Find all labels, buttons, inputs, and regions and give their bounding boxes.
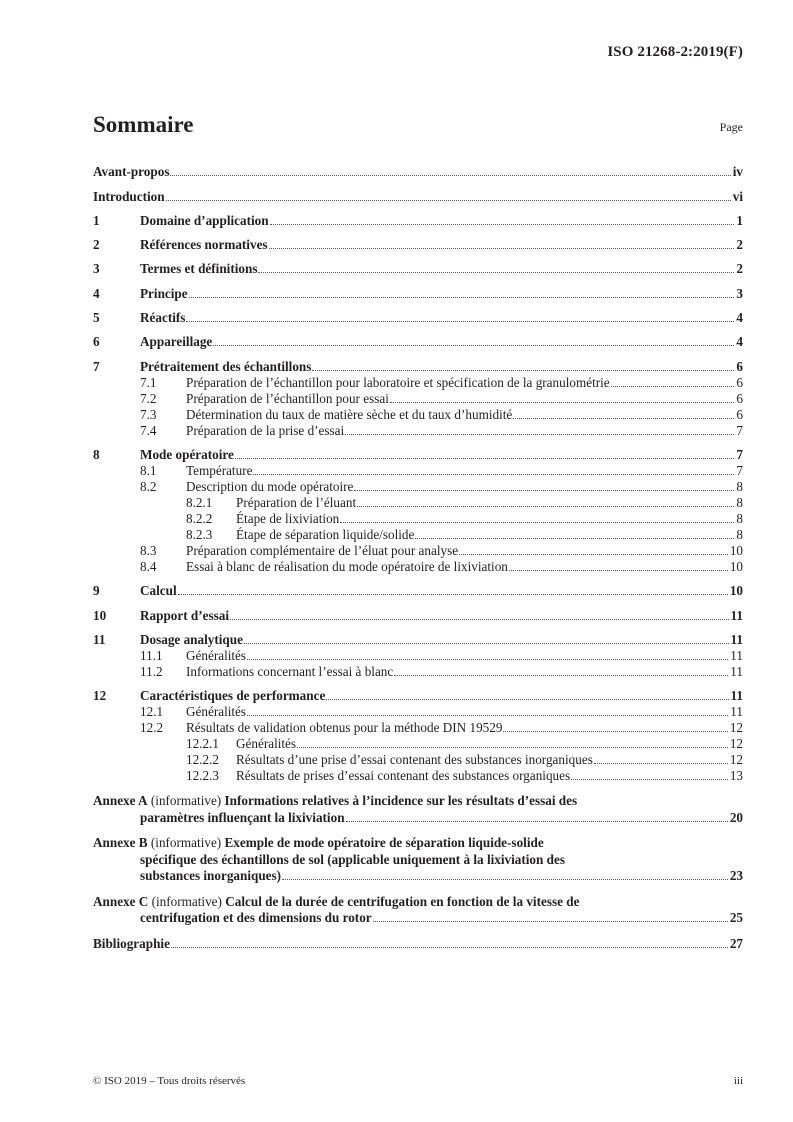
toc-entry-page: 4 bbox=[736, 334, 743, 350]
dot-leader bbox=[340, 522, 734, 523]
dot-leader bbox=[186, 321, 734, 322]
toc-entry-label: Introduction bbox=[93, 188, 165, 204]
toc-entry[interactable] bbox=[93, 310, 743, 326]
dot-leader bbox=[312, 370, 734, 371]
toc-entry-number: 8.4 bbox=[140, 558, 157, 574]
dot-leader bbox=[459, 554, 728, 555]
annex-heading-line bbox=[93, 793, 743, 810]
dot-leader bbox=[253, 474, 734, 475]
annex-heading-line bbox=[93, 894, 743, 911]
toc-entry-number: 12.2.3 bbox=[186, 768, 219, 784]
toc-entry-page: 4 bbox=[736, 310, 743, 326]
copyright-footer: © ISO 2019 – Tous droits réservés bbox=[93, 1075, 246, 1087]
toc-entry-label: Avant-propos bbox=[93, 164, 170, 180]
toc-entry-number: 7.2 bbox=[140, 390, 157, 406]
toc-annex-entry[interactable] bbox=[93, 894, 743, 927]
dot-leader bbox=[415, 538, 734, 539]
toc-entry[interactable] bbox=[93, 768, 743, 784]
toc-entry[interactable] bbox=[93, 407, 743, 423]
toc-entry-number: 12.2.1 bbox=[186, 736, 219, 752]
toc-entry-number: 9 bbox=[93, 583, 100, 599]
toc-entry-number: 2 bbox=[93, 237, 100, 253]
dot-leader bbox=[346, 821, 728, 822]
toc-entry-label: Étape de lixiviation bbox=[236, 510, 340, 526]
toc-entry-page: 10 bbox=[729, 583, 743, 599]
dot-leader bbox=[247, 715, 728, 716]
toc-entry-number: 10 bbox=[93, 607, 107, 623]
annex-title-line: substances inorganiques) bbox=[140, 868, 282, 884]
toc-entry-page: 3 bbox=[736, 285, 743, 301]
toc-entry-label: Préparation de l’échantillon pour laboratoire et spécification de la granulométrie bbox=[186, 374, 610, 390]
toc-entry-number: 11 bbox=[93, 631, 106, 647]
annex-title-line: centrifugation et des dimensions du rotor bbox=[140, 910, 372, 926]
dot-leader bbox=[345, 434, 734, 435]
toc-entry-page: 20 bbox=[729, 809, 743, 825]
dot-leader bbox=[213, 345, 734, 346]
toc-entry-number: 7.3 bbox=[140, 406, 157, 422]
annex-type: (informative) bbox=[150, 835, 222, 851]
annex-title-line: paramètres influençant la lixiviation bbox=[140, 809, 345, 825]
toc-entry-page: 12 bbox=[729, 736, 743, 752]
toc-entry[interactable] bbox=[93, 213, 743, 229]
toc-entry-number: 11.2 bbox=[140, 663, 163, 679]
toc-entry[interactable] bbox=[93, 608, 743, 624]
toc-entry[interactable] bbox=[93, 511, 743, 527]
toc-entry-page: 7 bbox=[736, 446, 743, 462]
toc-entry-page: 27 bbox=[729, 935, 743, 951]
annex-title-line: Calcul de la durée de centrifugation en fonction de la vitesse de bbox=[225, 893, 580, 909]
toc-entry[interactable] bbox=[93, 237, 743, 253]
document-id: ISO 21268-2:2019(F) bbox=[607, 44, 743, 60]
toc-entry-page: 23 bbox=[729, 868, 743, 884]
toc-entry[interactable] bbox=[93, 463, 743, 479]
toc-entry-number: 8.3 bbox=[140, 542, 157, 558]
toc-entry-number: 1 bbox=[93, 212, 100, 228]
toc-entry[interactable] bbox=[93, 189, 743, 205]
annex-title-line: Exemple de mode opératoire de séparation liquide-solide bbox=[224, 835, 544, 851]
toc-entry-number: 11.1 bbox=[140, 647, 163, 663]
dot-leader bbox=[571, 779, 728, 780]
toc-entry-label: Termes et définitions bbox=[140, 261, 258, 277]
page-number: iii bbox=[733, 1075, 743, 1087]
dot-leader bbox=[509, 570, 728, 571]
toc-entry[interactable] bbox=[93, 736, 743, 752]
toc-annex-entry[interactable] bbox=[93, 793, 743, 826]
toc-entry[interactable] bbox=[93, 704, 743, 720]
dot-leader bbox=[357, 506, 734, 507]
annex-heading-line bbox=[93, 835, 743, 852]
toc-entry-label: Calcul bbox=[140, 583, 177, 599]
toc-entry-page: 6 bbox=[736, 358, 743, 374]
toc-entry-number: 12.1 bbox=[140, 704, 164, 720]
toc-entry-page: 10 bbox=[729, 542, 743, 558]
toc-entry-page: 12 bbox=[729, 720, 743, 736]
toc-entry-page: 6 bbox=[736, 374, 743, 390]
toc-entry-label: Réactifs bbox=[140, 310, 186, 326]
toc-entry-label: Informations concernant l’essai à blanc bbox=[186, 663, 394, 679]
dot-leader bbox=[189, 297, 735, 298]
toc-entry-page: 10 bbox=[729, 558, 743, 574]
toc-entry-page: iv bbox=[732, 164, 743, 180]
annex-type: (informative) bbox=[151, 893, 222, 909]
toc-entry[interactable] bbox=[93, 447, 743, 463]
toc-entry-label: Généralités bbox=[186, 647, 247, 663]
toc-entry-label: Essai à blanc de réalisation du mode opératoire de lixiviation bbox=[186, 558, 508, 574]
annex-title-continuation bbox=[93, 810, 743, 827]
toc-entry[interactable] bbox=[93, 559, 743, 575]
toc-entry[interactable] bbox=[93, 495, 743, 511]
toc-entry-label: Description du mode opératoire bbox=[186, 478, 354, 494]
toc-entry-label: Caractéristiques de performance bbox=[140, 688, 326, 704]
toc-entry-label: Mode opératoire bbox=[140, 446, 234, 462]
toc-entry-page: 7 bbox=[736, 462, 743, 478]
dot-leader bbox=[373, 921, 728, 922]
dot-leader bbox=[503, 731, 727, 732]
toc-entry[interactable] bbox=[93, 632, 743, 648]
toc-entry-label: Références normatives bbox=[140, 237, 268, 253]
annex-key: Annexe B bbox=[93, 835, 148, 851]
toc-entry[interactable] bbox=[93, 527, 743, 543]
annex-title-continuation bbox=[93, 910, 743, 927]
dot-leader bbox=[230, 619, 729, 620]
dot-leader bbox=[354, 490, 734, 491]
toc-entry-label: Résultats d’une prise d’essai contenant des substances inorganiques bbox=[236, 752, 593, 768]
page-title: Sommaire bbox=[93, 112, 194, 137]
toc-entry-number: 5 bbox=[93, 310, 100, 326]
toc-entry[interactable] bbox=[93, 752, 743, 768]
toc-entry-label: Appareillage bbox=[140, 334, 213, 350]
toc-entry[interactable] bbox=[93, 720, 743, 736]
toc-entry[interactable] bbox=[93, 664, 743, 680]
dot-leader bbox=[178, 594, 728, 595]
toc-entry-number: 12.2.2 bbox=[186, 752, 219, 768]
toc-entry-page: 11 bbox=[730, 704, 743, 720]
toc-entry-label: Détermination du taux de matière sèche et du taux d’humidité bbox=[186, 406, 513, 422]
toc-entry-number: 8.1 bbox=[140, 462, 157, 478]
toc-entry-number: 7 bbox=[93, 358, 100, 374]
dot-leader bbox=[170, 175, 730, 176]
annex-title-line: spécifique des échantillons de sol (applicable uniquement à la lixiviation des bbox=[140, 851, 565, 867]
toc-entry-page: 1 bbox=[736, 212, 743, 228]
dot-leader bbox=[269, 248, 735, 249]
dot-leader bbox=[594, 763, 728, 764]
toc-entry-label: Température bbox=[186, 462, 253, 478]
toc-entry-label: Généralités bbox=[236, 736, 297, 752]
toc-entry-page: 11 bbox=[730, 663, 743, 679]
toc-entry-label: Étape de séparation liquide/solide bbox=[236, 526, 415, 542]
toc-entry-label: Prétraitement des échantillons bbox=[140, 358, 312, 374]
toc-annex-entry[interactable] bbox=[93, 835, 743, 885]
toc-entry-number: 8.2.3 bbox=[186, 526, 213, 542]
toc-entry[interactable] bbox=[93, 375, 743, 391]
toc-entry[interactable] bbox=[93, 583, 743, 599]
toc-entry-label: Principe bbox=[140, 285, 188, 301]
dot-leader bbox=[611, 386, 735, 387]
dot-leader bbox=[235, 458, 735, 459]
dot-leader bbox=[247, 659, 728, 660]
toc-entry[interactable] bbox=[93, 423, 743, 439]
annex-key: Annexe A bbox=[93, 793, 148, 809]
toc-entry-number: 6 bbox=[93, 334, 100, 350]
toc-entry-label: Domaine d’application bbox=[140, 212, 269, 228]
annex-title-line: Informations relatives à l’incidence sur les résultats d’essai des bbox=[224, 793, 578, 809]
toc-entry-page: 6 bbox=[736, 406, 743, 422]
toc-entry[interactable] bbox=[93, 164, 743, 180]
toc-entry-number: 3 bbox=[93, 261, 100, 277]
toc-entry-page: 8 bbox=[736, 510, 743, 526]
toc-entry-number: 7.4 bbox=[140, 422, 157, 438]
toc-entry-label: Préparation de l’éluant bbox=[236, 494, 357, 510]
dot-leader bbox=[171, 947, 728, 948]
toc-entry[interactable] bbox=[93, 543, 743, 559]
dot-leader bbox=[513, 418, 734, 419]
toc-entry-number: 12 bbox=[93, 688, 107, 704]
toc-entry[interactable] bbox=[93, 359, 743, 375]
toc-entry-label: Préparation complémentaire de l’éluat pour analyse bbox=[186, 542, 459, 558]
dot-leader bbox=[326, 699, 728, 700]
toc-entry[interactable] bbox=[93, 688, 743, 704]
dot-leader bbox=[390, 402, 735, 403]
toc-entry-page: 11 bbox=[730, 688, 743, 704]
toc-entry[interactable] bbox=[93, 261, 743, 277]
page-column-label: Page bbox=[719, 120, 743, 134]
toc-entry-label: Résultats de prises d’essai contenant des substances organiques bbox=[236, 768, 571, 784]
toc-entry-page: 11 bbox=[730, 607, 743, 623]
toc-entry-label: Rapport d’essai bbox=[140, 607, 230, 623]
annex-title-continuation bbox=[93, 868, 743, 885]
annex-key: Annexe C bbox=[93, 893, 149, 909]
toc-entry-page: 12 bbox=[729, 752, 743, 768]
toc-entry-label: Dosage analytique bbox=[140, 631, 243, 647]
toc-entry[interactable] bbox=[93, 479, 743, 495]
toc-entry-number: 8.2 bbox=[140, 478, 157, 494]
annex-title-continuation bbox=[93, 852, 743, 869]
toc-entry-number: 8.2.2 bbox=[186, 510, 213, 526]
toc-entry-number: 8 bbox=[93, 446, 100, 462]
annex-type: (informative) bbox=[150, 793, 222, 809]
toc-entry-page: 11 bbox=[730, 647, 743, 663]
toc-entry-page: 8 bbox=[736, 494, 743, 510]
toc-entry-page: vi bbox=[732, 188, 743, 204]
toc-entry-label: Préparation de l’échantillon pour essai bbox=[186, 390, 389, 406]
toc-entry-page: 6 bbox=[736, 390, 743, 406]
dot-leader bbox=[394, 675, 728, 676]
toc-entry-page: 7 bbox=[736, 422, 743, 438]
toc-entry-label: Préparation de la prise d’essai bbox=[186, 422, 345, 438]
toc-entry-page: 8 bbox=[736, 526, 743, 542]
dot-leader bbox=[282, 879, 728, 880]
toc-entry-page: 11 bbox=[730, 631, 743, 647]
toc-entry[interactable] bbox=[93, 936, 743, 952]
dot-leader bbox=[270, 224, 735, 225]
toc-entry-label: Bibliographie bbox=[93, 935, 170, 951]
table-of-contents bbox=[93, 156, 743, 952]
toc-entry[interactable] bbox=[93, 648, 743, 664]
toc-entry[interactable] bbox=[93, 334, 743, 350]
toc-entry-number: 8.2.1 bbox=[186, 494, 213, 510]
toc-entry[interactable] bbox=[93, 391, 743, 407]
dot-leader bbox=[166, 200, 731, 201]
toc-entry-page: 2 bbox=[736, 237, 743, 253]
dot-leader bbox=[258, 272, 734, 273]
toc-entry-page: 2 bbox=[736, 261, 743, 277]
toc-entry-number: 7.1 bbox=[140, 374, 157, 390]
toc-entry-number: 12.2 bbox=[140, 720, 164, 736]
toc-entry-number: 4 bbox=[93, 285, 100, 301]
dot-leader bbox=[244, 643, 729, 644]
toc-entry[interactable] bbox=[93, 286, 743, 302]
toc-entry-page: 8 bbox=[736, 478, 743, 494]
toc-entry-label: Résultats de validation obtenus pour la méthode DIN 19529 bbox=[186, 720, 503, 736]
toc-entry-page: 25 bbox=[729, 910, 743, 926]
toc-entry-page: 13 bbox=[729, 768, 743, 784]
toc-entry-label: Généralités bbox=[186, 704, 247, 720]
dot-leader bbox=[297, 747, 728, 748]
